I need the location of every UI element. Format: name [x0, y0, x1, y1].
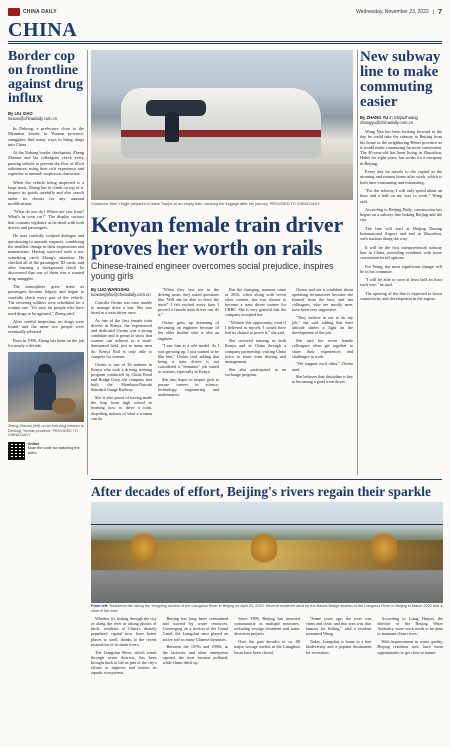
train-image [121, 88, 321, 158]
issue-date: Wednesday, November 23, 2022 [356, 9, 429, 15]
right-story-byline [360, 115, 442, 125]
sniffer-dog [52, 398, 76, 414]
byline-name: By LIU XIAO [8, 111, 33, 116]
paragraph: Between the 1970s and 1990s, as the factories and other enterprises opened, the river became polluted, while slums dried up. [162, 644, 229, 665]
byline-email[interactable]: luowangshu@chinadaily.com.cn [91, 291, 151, 297]
main-story-headline: Kenyan female train driver proves her worth on rails [91, 211, 343, 260]
main-story-body [91, 287, 353, 424]
qr-code-icon[interactable] [8, 442, 25, 460]
right-story-headline: New subway line to make commuting easier [360, 49, 441, 110]
paragraph: She believes that discipline is key to becoming a good train driver. [292, 374, 353, 385]
byline-location: in Shijiazhuang [389, 115, 418, 120]
section-title: CHINA [8, 19, 78, 41]
text-column [91, 287, 152, 424]
bottom-section-rule [91, 479, 442, 480]
text-column [234, 616, 300, 678]
driver-figure [165, 112, 179, 142]
photo-credit: PROVIDED TO CHINA DAILY [8, 428, 78, 438]
paragraph: Owino and she is confident about operating locomotives because she learned from the best, and her colleagues, who are mostly men, have been very supportive. [292, 286, 353, 313]
bottom-story-photo [91, 502, 443, 603]
paragraph: She is also proud of having made the leap from high school to learning how to drive a train, dispelling notions of what a woman can do. [91, 395, 152, 421]
text-column [292, 287, 353, 424]
platform [91, 164, 353, 200]
newspaper-logo [8, 8, 57, 16]
paragraph: For Wang, the most significant change will be in his commute. [360, 263, 442, 274]
paragraph: Concilia Owino was once unable to manage drive a bus. She was hired as a train driver once. [91, 299, 152, 315]
paragraph: Wang Nan has been looking forward to the day he could take the subway to Beijing from his home in the neighboring Hebei province as it would make commuting far more convenient. The 40-year-old has been living in Zhuozhou, Hebei for eight years, but works for a company in Beijing. [360, 129, 442, 166]
paragraph: Every day he travels to the capital in the morning and returns home after work, which is both time-consuming and exhausting. [360, 169, 442, 185]
caption-text: Residents fish along the Yongding section of the Liangshui River in Beijing on April 23, 2019. Several residents stroll by the Baima Bridge section of the Liangshui River in Beijing in March 2022 and a view of the river. [91, 604, 443, 613]
qr-description: Scan the code for watching the video [27, 446, 80, 455]
main-photo-caption: Conductor Wen Yingjie prepares to leave Tianjin on an empty train, carrying her luggage after her journey. PROVIDED TO CHINA DAILY [91, 202, 321, 206]
paragraph: When the vehicle being inspected is a large truck, Zheng has to climb on top of it, inspect its goods carefully and also search under its chassis for any unusual modifications. [8, 179, 84, 206]
paragraph: At the Nabang border checkpoint, Zheng Zhenrui and his colleagues check every passing vehicle to prevent the flow of illicit substances, using their rich experience and expertise to unmask suspicious characters. [8, 150, 84, 177]
paragraph: The line will start at Beijing Daxing International Airport and end in Zhuozhou, with stations along the way. [360, 225, 442, 242]
paragraph: She also participated in an exchange program. [225, 366, 286, 377]
text-column [91, 616, 157, 678]
caption-text: Zheng Zhenrui (left) on an anti-drug mission in Dehong, Yunnan province. [8, 424, 84, 433]
tree [251, 530, 277, 566]
left-story-headline: Border cop on frontline against drug influx [8, 49, 84, 106]
page-header [8, 6, 442, 18]
paragraph: She also hopes to inspire girls to pursue careers in science, technology, engineering and mathematics. [158, 376, 219, 398]
power-line [91, 524, 443, 525]
text-column [225, 287, 286, 424]
text-column [158, 287, 219, 424]
column-divider [87, 50, 88, 475]
paragraph: "Without this opportunity, even if I believed in myself, I would have had no chance to prove it," she said. [225, 320, 286, 336]
main-story-subhead: Chinese-trained engineer overcomes social prejudice, inspires young girls [91, 260, 334, 281]
paragraph: According to Beijing Daily, construction has begun on a subway line linking Beijing and the city. [360, 206, 442, 223]
column-divider [357, 50, 358, 475]
text-column [377, 616, 443, 678]
bottom-photo-caption [91, 604, 443, 613]
paragraph: With improvement in water quality, Beijing residents now have more opportunities to get close to nature. [377, 639, 443, 655]
right-story [360, 50, 442, 304]
left-photo-caption [8, 424, 84, 437]
paragraph: "We support each other," Owino said. [292, 361, 353, 372]
paragraph: Since 1998, Beijing has invested continuously in multiple measures, including sewage treatment and water diversion projects. [234, 616, 300, 637]
paragraph: "They believe in me to do my job," she said, adding that their attitude shines a light on the development of the job. [292, 314, 353, 336]
main-story-byline [91, 287, 152, 297]
paragraph: Owino is one of 26 trainees in Kenya who took a driving training program conducted by China Road and Bridge Corp, the company that built the Mombasa-Nairobi Standard Gauge Railway. [91, 361, 152, 393]
bottom-story-body [91, 616, 443, 678]
bottom-story-headline: After decades of effort, Beijing's rivers regain their sparkle [91, 484, 432, 499]
logo-text: CHINA DAILY [23, 9, 57, 15]
text-column [306, 616, 372, 678]
paragraph: He uses carefully scripted dialogue and questioning to unmask suspects, combining the smallest change in their expressions and mannerisms. Having survived such a tea, something catch Zheng's attention. He checked all of the passengers' ID cards, and after learning a background check he discovered that one of them was a wanted drug smuggler. [8, 233, 84, 281]
left-story-byline [8, 111, 84, 121]
paragraph: But the changing, moment came in 2016, when along with seven other women, she was chosen to become a train driver trainee for CRBC. She is very grateful that the company accepted her. [225, 286, 286, 318]
paragraph: She received training in both Kenya and in China through a company partnership, visiting China twice to learn train driving and management. [225, 338, 286, 364]
left-story [8, 50, 84, 739]
page-separator: | [432, 9, 435, 15]
paragraph: "When they saw me in the driving room, they asked questions like 'Will she be able to drive the train?' I felt excited every time I proved a female train driver can do it." [158, 286, 219, 318]
section-rule-thin [8, 43, 442, 44]
paragraph: Over the past decades or so, 88 major sewage outlets in the Liangshui basin have been closed. [234, 639, 300, 655]
paragraph: "For the subway, I will only spend about an hour and a half on my way to work," Wang said. [360, 187, 442, 204]
main-story-photo [91, 50, 353, 200]
page-number: 7 [438, 8, 442, 16]
paragraph: After careful inspection, no drugs were found, and the same two people were eventually released. [8, 318, 84, 335]
byline-email[interactable]: liuxiao@chinadaily.com.cn [8, 116, 58, 121]
paragraph: According to Liang Huijun, the director of the Beijing Water Authority, more work needs to be done to maintain clean rivers. [377, 616, 443, 637]
byline-name: By LUO WANGSHU [91, 286, 130, 292]
main-story [91, 50, 353, 423]
paragraph: The Liangshui River, which winds through seven districts, has been brought back to life as part of the city's efforts to improve and restore its aquatic ecosystems. [91, 649, 157, 676]
byline-email[interactable]: zhangyu@chinadaily.com.cn [360, 120, 414, 125]
paragraph: As one of the first female train drivers in Kenya, the experienced and dedicated Owino was a strong candidate and is proud to show that women can achieve in a male-dominated field, just as many men do. Kenya Rail is only able to compete for women. [91, 317, 152, 359]
tree [371, 530, 397, 566]
page-info [356, 9, 442, 16]
right-story-body [360, 129, 442, 301]
paragraph: The opening of the line is expected to boost connectivity and development in the region. [360, 290, 442, 302]
paragraph: It will be the first interprovincial subway line in China, providing residents with more convenient travel options. [360, 244, 442, 261]
section-rule [8, 41, 442, 42]
paragraph: Beijing has long been constrained and scarred by water resources. Converging on a section of the Grand Canal, the Liangshui once played an active role in many Chinese dynasties. [162, 616, 229, 642]
qr-title: Online [27, 441, 40, 446]
paragraph: In Dehong, a prefecture close to the Myanmar border in Yunnan province, smugglers find many ways to bring drugs into China. [8, 126, 84, 147]
riverbank [91, 571, 443, 603]
officer-hat [38, 364, 52, 373]
left-story-body [8, 126, 84, 348]
qr-code-block [8, 442, 84, 460]
paragraph: "I saw him as a role model. As I was growing up, I just wanted to be like him," Owino said, adding that being a train driver is not considered a "feminine" job suited to women, especially in Kenya. [158, 343, 219, 375]
paragraph: "I will be able to save at least half an hour each way," he said. [360, 277, 442, 288]
paragraph: The atmosphere grew tense as passengers became fidgety and began to carefully check every part of the vehicle. The secreting soldiers were scheduled for a routine one. "It's easy for people who have used drugs to be agitated," Zheng said. [8, 284, 84, 316]
logo-mark-icon [8, 8, 20, 16]
paragraph: She said her seven female colleagues often get together to share their experiences and challenges at work. [292, 338, 353, 359]
paragraph: Owino grew up dreaming of becoming an engineer because of her older brother who is also an engineer. [158, 320, 219, 341]
paragraph: "Some years ago, the river was clean and clear, and this area was also famous for fishing," said a resident surnamed Wang. [305, 616, 372, 637]
left-story-photo [8, 352, 84, 422]
paragraph: Whether it's fishing through the city or along the river or taking photos of birds, residents of China's densely populated capital now have better places to stroll, thanks to the recent restoration of its main rivers. [91, 616, 157, 647]
paragraph: Born in 1990, Zheng has been on the job for nearly a decade. [8, 337, 84, 348]
paragraph: "What do you do? Where are you from? What's in your car?" The display curious that contains vigilance as he deals with both drivers and passengers. [8, 209, 84, 231]
byline-name: By ZHANG YU [360, 115, 389, 120]
text-column [163, 616, 229, 678]
paragraph: Today, Liangshui is home to a fine biodiversity and a popular destination for recreation. [305, 639, 372, 655]
caption-lead: From left: [91, 604, 109, 608]
qr-text [28, 442, 84, 456]
tree [131, 530, 157, 566]
